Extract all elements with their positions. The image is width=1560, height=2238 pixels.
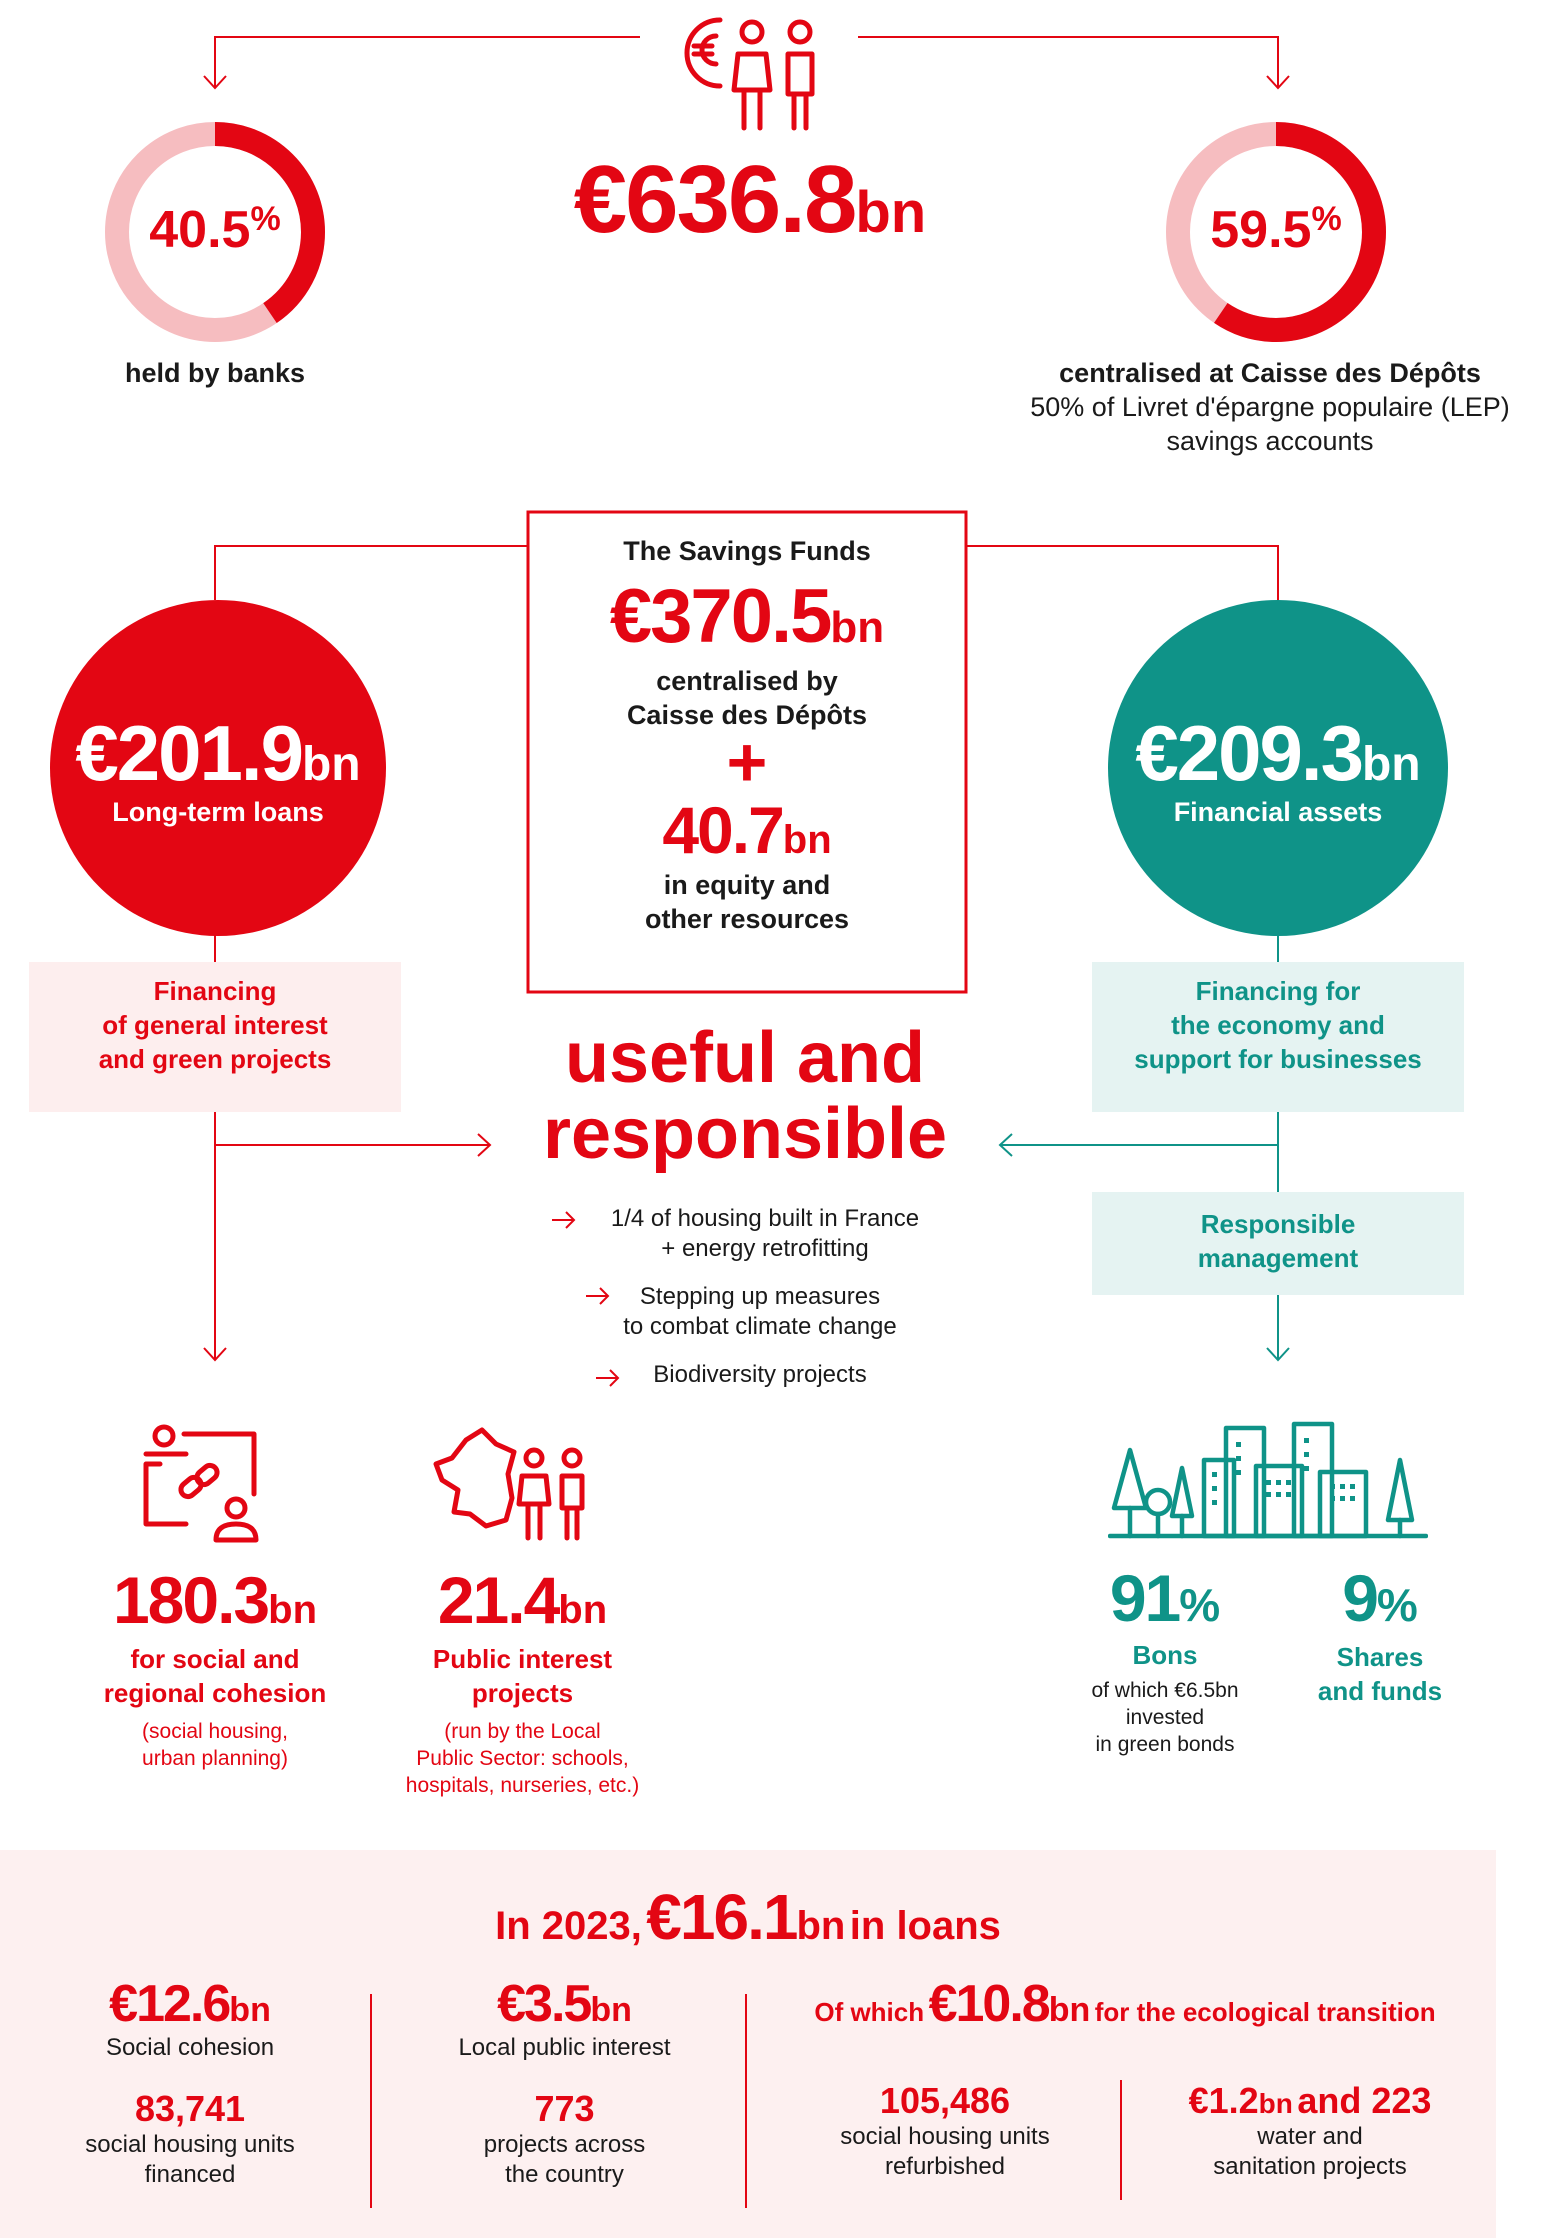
band-col-social: €12.6bn Social cohesion 83,741 social housing units financed	[85, 1975, 295, 2188]
bullet-item: Stepping up measures to combat climate change	[623, 1283, 897, 1340]
bullet-item: Biodiversity projects	[653, 1361, 867, 1388]
city-trees-icon	[1108, 1420, 1428, 1544]
total-amount: €636.8bn	[573, 146, 927, 253]
donut-left-value: 40.5%	[149, 200, 281, 259]
euro-people-icon	[672, 8, 828, 134]
centralised-label: centralised at Caisse des Dépôts 50% of Livret d'épargne populaire (LEP) savings accounts	[1030, 358, 1510, 456]
bullet-item: 1/4 of housing built in France + energy retrofitting	[610, 1205, 920, 1262]
social-cohesion-figure: 180.3bn for social and regional cohesion (social housing, urban planning)	[103, 1563, 327, 1770]
band-eco-title: Of which €10.8bn for the ecological transition	[814, 1975, 1436, 2033]
france-people-icon	[430, 1424, 590, 1544]
band-title: In 2023, €16.1bn in loans	[495, 1881, 1001, 1953]
assets-financing-box: Financing for the economy and support for businesses	[1092, 962, 1464, 1112]
band-col-local: €3.5bn Local public interest 773 projects across the country	[458, 1975, 671, 2188]
shares-figure: 9% Shares and funds	[1317, 1561, 1443, 1706]
bonds-figure: 91% Bons of which €6.5bn invested in green bonds	[1091, 1561, 1239, 1756]
useful-responsible-title: useful and responsible	[542, 1018, 948, 1174]
band-eco-water: €1.2bn and 223 water and sanitation projects	[1188, 2080, 1432, 2180]
savings-fund-content: The Savings Funds €370.5bn centralised by Caisse des Dépôts + 40.7bn in equity and other resources	[609, 536, 885, 934]
responsible-management-box: Responsible management	[1092, 1192, 1464, 1295]
held-by-banks-label: held by banks	[124, 358, 306, 388]
financial-assets-circle: €209.3bn Financial assets	[1108, 600, 1448, 936]
band-eco-housing: 105,486 social housing units refurbished	[840, 2080, 1050, 2180]
band-divider	[745, 1994, 747, 2208]
public-interest-figure: 21.4bn Public interest projects (run by the Local Public Sector: schools, hospitals, nurseries, etc.)	[405, 1563, 640, 1797]
loans-financing-box: Financing of general interest and green projects	[29, 962, 401, 1112]
band-divider	[370, 1994, 372, 2208]
cohesion-icon	[136, 1424, 270, 1544]
center-bullets	[520, 1204, 970, 1390]
long-term-loans-circle: €201.9bn Long-term loans	[50, 600, 386, 936]
band-divider	[1120, 2080, 1122, 2200]
donut-right-value: 59.5%	[1210, 200, 1342, 259]
